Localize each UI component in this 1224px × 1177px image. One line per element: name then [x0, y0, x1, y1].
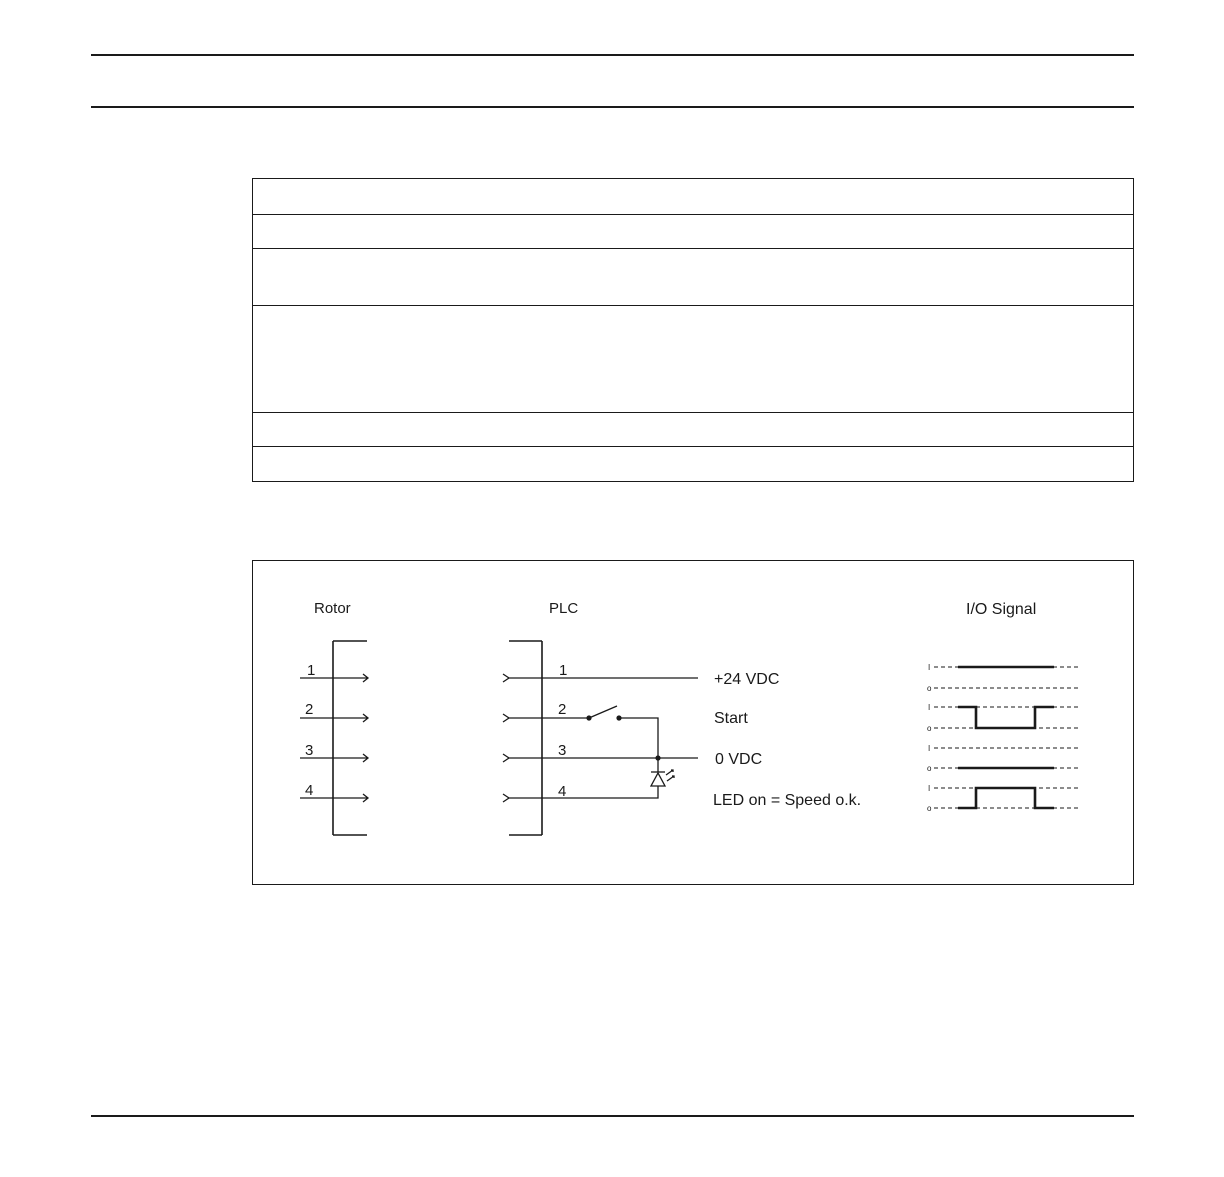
plc-connector	[509, 641, 542, 835]
level-low-label: o	[927, 764, 932, 773]
plc-pin-label: 4	[558, 783, 567, 800]
table-row	[253, 412, 1133, 447]
start-switch	[589, 706, 617, 718]
io-signal-title: I/O Signal	[966, 601, 1037, 618]
switch-contacts	[586, 715, 660, 760]
wiring-diagram-svg	[253, 561, 1133, 884]
level-low-label: o	[927, 724, 932, 733]
level-low-label: o	[927, 684, 932, 693]
table-row	[253, 305, 1133, 413]
plc-title: PLC	[549, 600, 579, 617]
level-high-label: I	[928, 784, 931, 793]
rotor-title: Rotor	[314, 600, 351, 617]
rotor-pin-label: 4	[305, 782, 314, 799]
rotor-connector	[333, 641, 367, 835]
rotor-pin-label: 2	[305, 701, 314, 718]
wire-start-return	[619, 718, 658, 758]
header-rule-top	[91, 54, 1134, 56]
table-row	[253, 179, 1133, 215]
led-label: LED on = Speed o.k.	[713, 792, 862, 809]
wiring-diagram	[252, 560, 1134, 885]
table-row	[253, 214, 1133, 249]
led-icon	[651, 770, 674, 786]
plc-pin-label: 3	[558, 742, 567, 759]
footer-rule	[91, 1115, 1134, 1117]
plc-pin-label: 1	[559, 662, 568, 679]
plc-pin-arrows	[503, 674, 542, 802]
level-high-label: I	[928, 703, 931, 712]
header-rule-bottom	[91, 106, 1134, 108]
signal-level-labels	[927, 663, 932, 813]
ground-label: 0 VDC	[715, 751, 763, 768]
supply-label: +24 VDC	[714, 671, 780, 688]
level-high-label: I	[928, 744, 931, 753]
signal-trace-start	[958, 707, 1054, 728]
level-high-label: I	[928, 663, 931, 672]
rotor-pin-label: 3	[305, 742, 314, 759]
blank-table	[252, 178, 1134, 482]
start-label: Start	[714, 710, 748, 727]
table-row	[253, 248, 1133, 306]
plc-pin-label: 2	[558, 701, 567, 718]
level-low-label: o	[927, 804, 932, 813]
signal-trace-led	[958, 788, 1054, 808]
rotor-pin-label: 1	[307, 662, 316, 679]
